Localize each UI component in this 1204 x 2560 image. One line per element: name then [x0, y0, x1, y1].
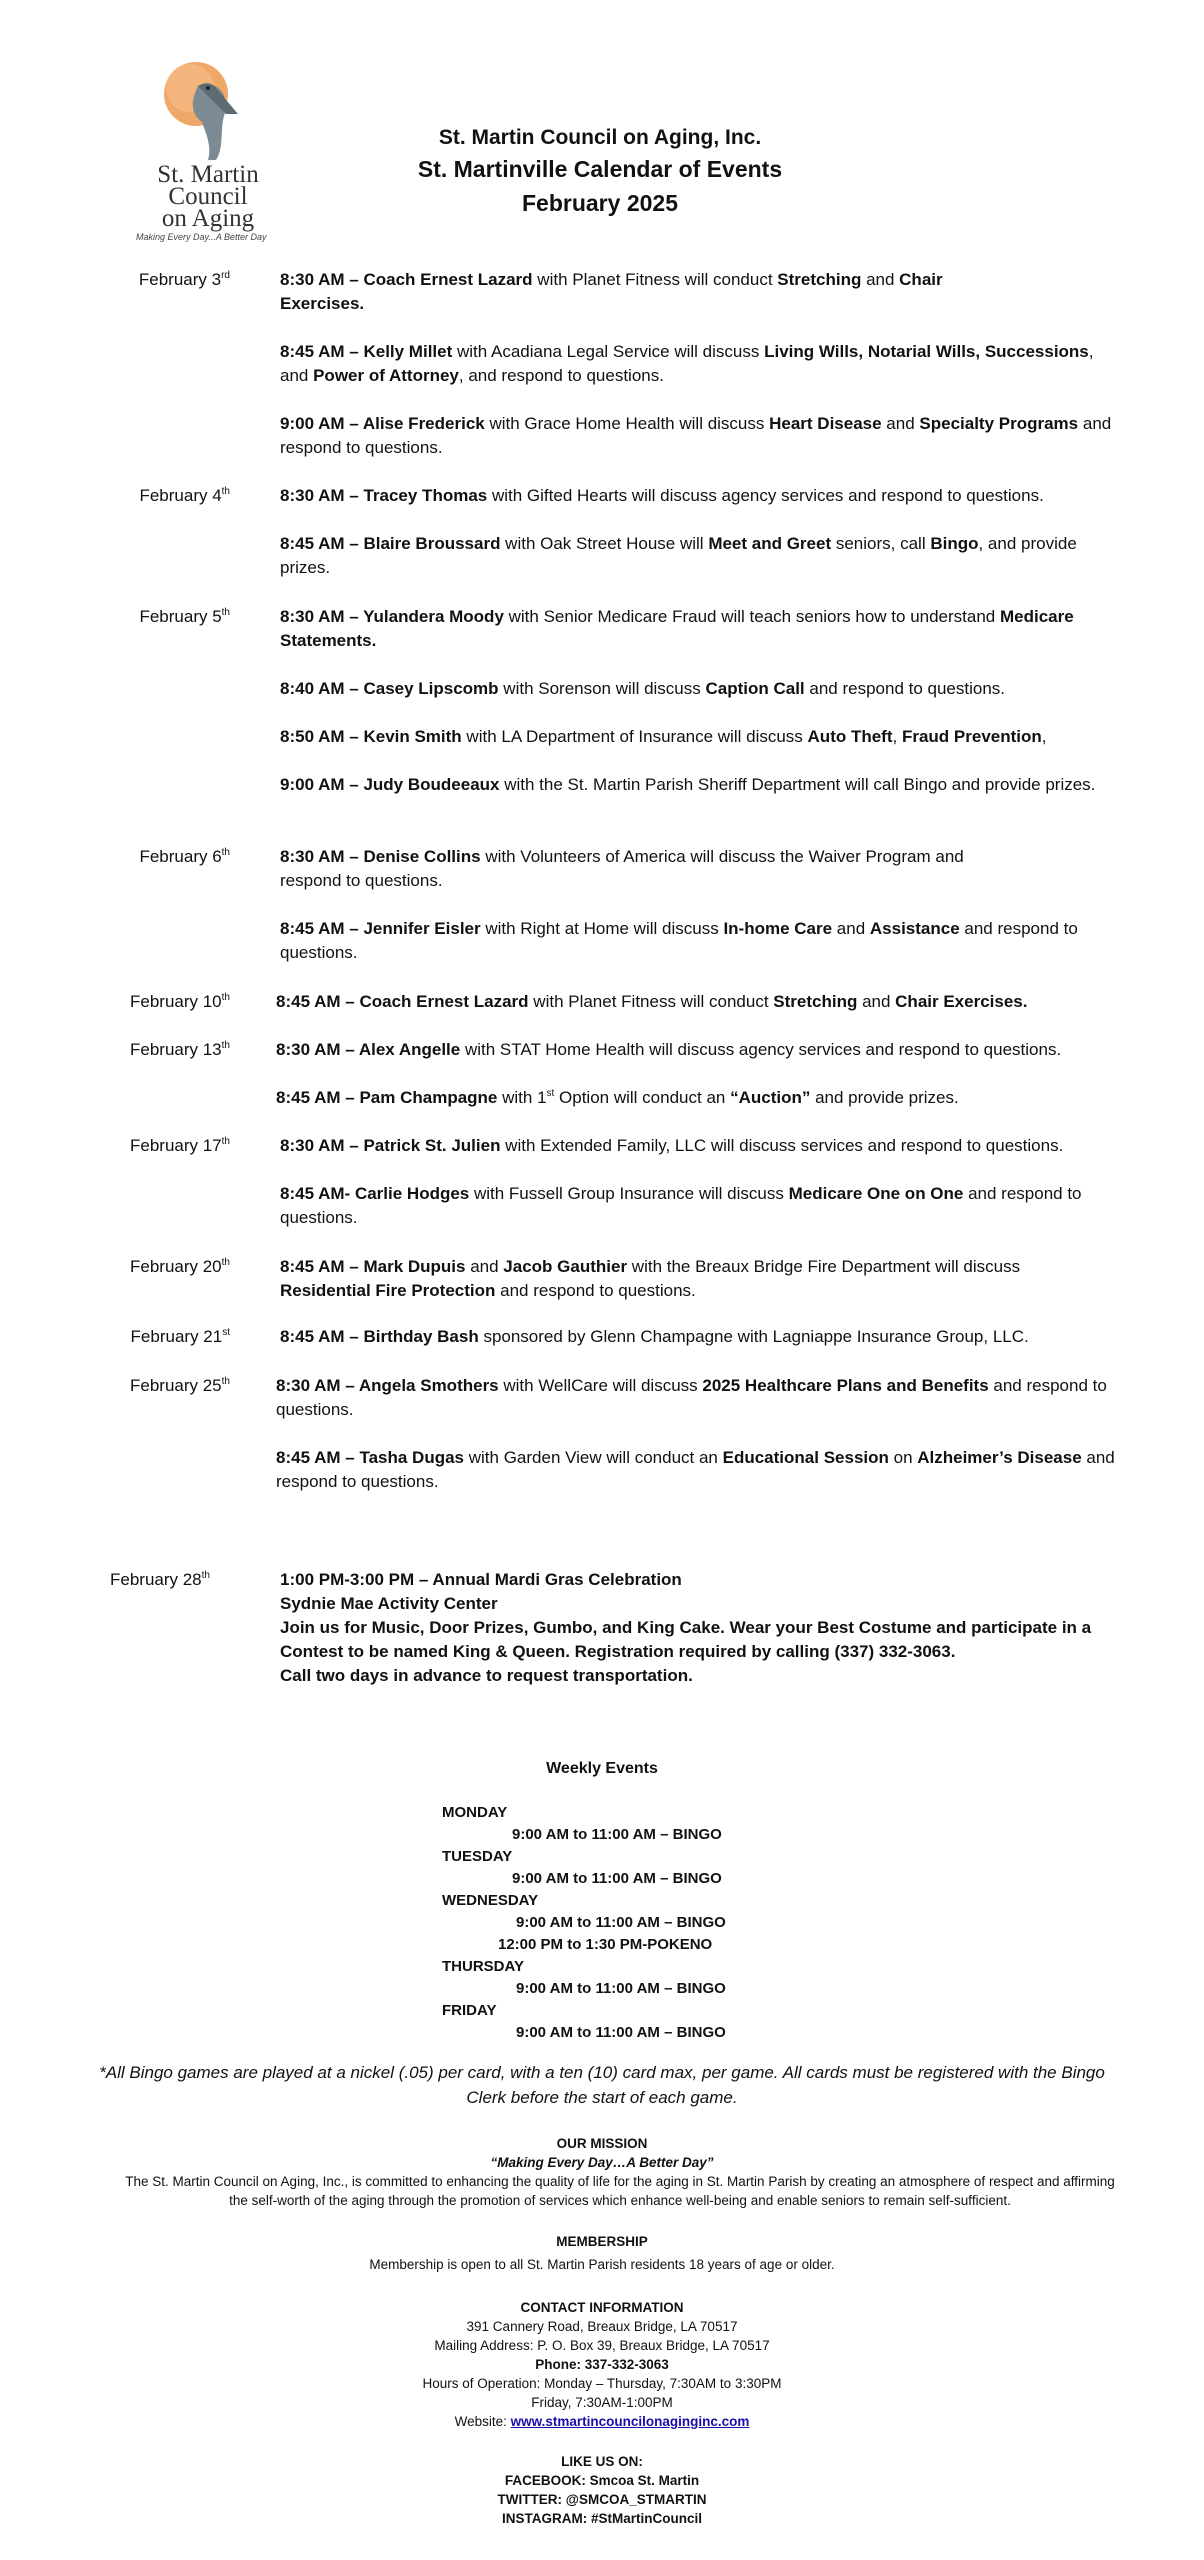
contact-website-line: [0, 2412, 1204, 2431]
event-entry: 8:30 AM – Denise Collins with Volunteers of America will discuss the Waiver Program and respond to questions.: [280, 847, 964, 890]
contact-mailing: Mailing Address: P. O. Box 39, Breaux Bridge, LA 70517: [434, 2338, 770, 2353]
event-entry: 8:30 AM – Angela Smothers with WellCare will discuss 2025 Healthcare Plans and Benefits and respond to questions.: [276, 1376, 1107, 1419]
event-entry: 8:45 AM – Jennifer Eisler with Right at Home will discuss In-home Care and Assistance and respond to questions.: [280, 919, 1078, 962]
event-entry: 8:30 AM – Yulandera Moody with Senior Medicare Fraud will teach seniors how to understand Medicare Statements.: [280, 607, 1074, 650]
mission-text: The St. Martin Council on Aging, Inc., is committed to enhancing the quality of life for the aging in St. Martin Parish by creating an atmosphere of respect and affirming the self-worth of the aging through the promotion of services which enhance well-being and enable seniors to remain self-sufficient.: [125, 2174, 1115, 2208]
mardi-gras-details: Join us for Music, Door Prizes, Gumbo, and King Cake. Wear your Best Costume and participate in a Contest to be named King & Queen. Registration required by calling (337) 332-3063.: [280, 1618, 1092, 1661]
event-entry: 9:00 AM – Judy Boudeeaux with the St. Martin Parish Sheriff Department will call Bingo and provide prizes.: [280, 775, 1096, 794]
date-feb-25: February 25th: [129, 1376, 230, 1395]
event-entry: 9:00 AM – Alise Frederick with Grace Home Health will discuss Heart Disease and Specialty Programs and respond to questions.: [280, 414, 1112, 457]
weekday-tuesday: TUESDAY: [442, 1848, 513, 1865]
mardi-gras-location: Sydnie Mae Activity Center: [280, 1594, 498, 1613]
calendar-title: St. Martinville Calendar of Events: [417, 156, 783, 182]
weekday-thursday: THURSDAY: [442, 1958, 524, 1975]
mardi-gras-event: [280, 1568, 1120, 1688]
weekday-wednesday: WEDNESDAY: [442, 1892, 539, 1909]
calendar-month: February 2025: [522, 190, 678, 216]
bingo-rules-note: *All Bingo games are played at a nickel (.05) per card, with a ten (10) card max, per game. All cards must be registered with the Bingo Clerk before the start of each game.: [99, 2063, 1105, 2107]
event-entry: 8:40 AM – Casey Lipscomb with Sorenson will discuss Caption Call and respond to questions.: [280, 679, 1006, 698]
website-link[interactable]: www.stmartincouncilonaginginc.com: [510, 2414, 750, 2429]
weekday-monday: MONDAY: [442, 1804, 508, 1821]
mardi-gras-transport: Call two days in advance to request transportation.: [280, 1666, 693, 1685]
date-feb-21: February 21st: [130, 1327, 230, 1346]
thursday-bingo: 9:00 AM to 11:00 AM – BINGO: [516, 1980, 726, 1997]
social-instagram: INSTAGRAM: #StMartinCouncil: [502, 2511, 702, 2526]
tuesday-bingo: 9:00 AM to 11:00 AM – BINGO: [512, 1870, 722, 1887]
date-feb-5: February 5th: [139, 607, 230, 626]
mardi-gras-time: 1:00 PM-3:00 PM – Annual Mardi Gras Celebration: [280, 1570, 682, 1589]
event-entry: 8:30 AM – Tracey Thomas with Gifted Hearts will discuss agency services and respond to questions.: [280, 486, 1044, 505]
wednesday-pokeno: 12:00 PM to 1:30 PM-POKENO: [498, 1936, 713, 1953]
social-facebook: FACEBOOK: Smcoa St. Martin: [504, 2473, 700, 2488]
event-entry: 8:45 AM- Carlie Hodges with Fussell Group Insurance will discuss Medicare One on One and respond to questions.: [280, 1184, 1082, 1227]
membership-heading: MEMBERSHIP: [556, 2234, 648, 2249]
website-label: Website:: [454, 2414, 511, 2429]
social-twitter: TWITTER: @SMCOA_STMARTIN: [497, 2492, 707, 2507]
event-entry: 8:45 AM – Blaire Broussard with Oak Street House will Meet and Greet seniors, call Bingo, and provide prizes.: [280, 534, 1077, 577]
logo-tagline: Making Every Day...A Better Day: [136, 232, 267, 242]
social-heading: LIKE US ON:: [561, 2454, 643, 2469]
pelican-sun-logo-icon: [128, 56, 288, 166]
contact-address: 391 Cannery Road, Breaux Bridge, LA 70517: [466, 2319, 738, 2334]
contact-hours-weekday: Hours of Operation: Monday – Thursday, 7:30AM to 3:30PM: [422, 2376, 782, 2391]
event-entry: 8:45 AM – Coach Ernest Lazard with Planet Fitness will conduct Stretching and Chair Exercises.: [276, 992, 1028, 1011]
date-feb-6: February 6th: [139, 847, 230, 866]
monday-bingo: 9:00 AM to 11:00 AM – BINGO: [512, 1826, 722, 1843]
event-entry: 8:50 AM – Kevin Smith with LA Department of Insurance will discuss Auto Theft, Fraud Prevention,: [280, 727, 1047, 746]
weekly-events-title: Weekly Events: [546, 1760, 658, 1777]
weekday-friday: FRIDAY: [442, 2002, 497, 2019]
contact-hours-friday: Friday, 7:30AM-1:00PM: [531, 2395, 673, 2410]
date-feb-10: February 10th: [129, 992, 230, 1011]
event-entry: 8:45 AM – Mark Dupuis and Jacob Gauthier with the Breaux Bridge Fire Department will discuss Residential Fire Protection and respond to questions.: [280, 1257, 1021, 1300]
date-feb-20: February 20th: [129, 1257, 230, 1276]
mission-motto: “Making Every Day…A Better Day”: [490, 2155, 714, 2170]
event-entry: 8:30 AM – Patrick St. Julien with Extended Family, LLC will discuss services and respond to questions.: [280, 1136, 1064, 1155]
friday-bingo: 9:00 AM to 11:00 AM – BINGO: [516, 2024, 726, 2041]
contact-phone: Phone: 337-332-3063: [535, 2357, 669, 2372]
council-logo: [128, 56, 288, 246]
event-entry: 8:30 AM – Alex Angelle with STAT Home Health will discuss agency services and respond to questions.: [276, 1040, 1062, 1059]
mission-heading: OUR MISSION: [556, 2136, 648, 2151]
date-feb-3: February 3rd: [138, 270, 230, 289]
event-entry: 8:45 AM – Birthday Bash sponsored by Glenn Champagne with Lagniappe Insurance Group, LLC.: [280, 1327, 1029, 1346]
event-entry: 8:45 AM – Kelly Millet with Acadiana Legal Service will discuss Living Wills, Notarial Wills, Successions, and Power of Attorney, and respond to questions.: [280, 342, 1094, 385]
wednesday-bingo: 9:00 AM to 11:00 AM – BINGO: [516, 1914, 726, 1931]
membership-text: Membership is open to all St. Martin Parish residents 18 years of age or older.: [369, 2257, 835, 2272]
date-feb-13: February 13th: [129, 1040, 230, 1059]
event-entry: 8:30 AM – Coach Ernest Lazard with Planet Fitness will conduct Stretching and Chair Exercises.: [280, 270, 943, 313]
date-feb-4: February 4th: [139, 486, 230, 505]
event-entry: 8:45 AM – Tasha Dugas with Garden View will conduct an Educational Session on Alzheimer’s Disease and respond to questions.: [276, 1448, 1115, 1491]
event-entry: 8:45 AM – Pam Champagne with 1st Option will conduct an “Auction” and provide prizes.: [276, 1088, 959, 1107]
org-name: St. Martin Council on Aging, Inc.: [438, 126, 762, 149]
logo-line-1: St. Martin: [157, 161, 259, 188]
contact-heading: CONTACT INFORMATION: [520, 2300, 684, 2315]
date-feb-17: February 17th: [129, 1136, 230, 1155]
date-feb-28: February 28th: [109, 1570, 210, 1589]
logo-line-2: Council: [168, 183, 248, 210]
logo-line-3: on Aging: [161, 205, 255, 232]
